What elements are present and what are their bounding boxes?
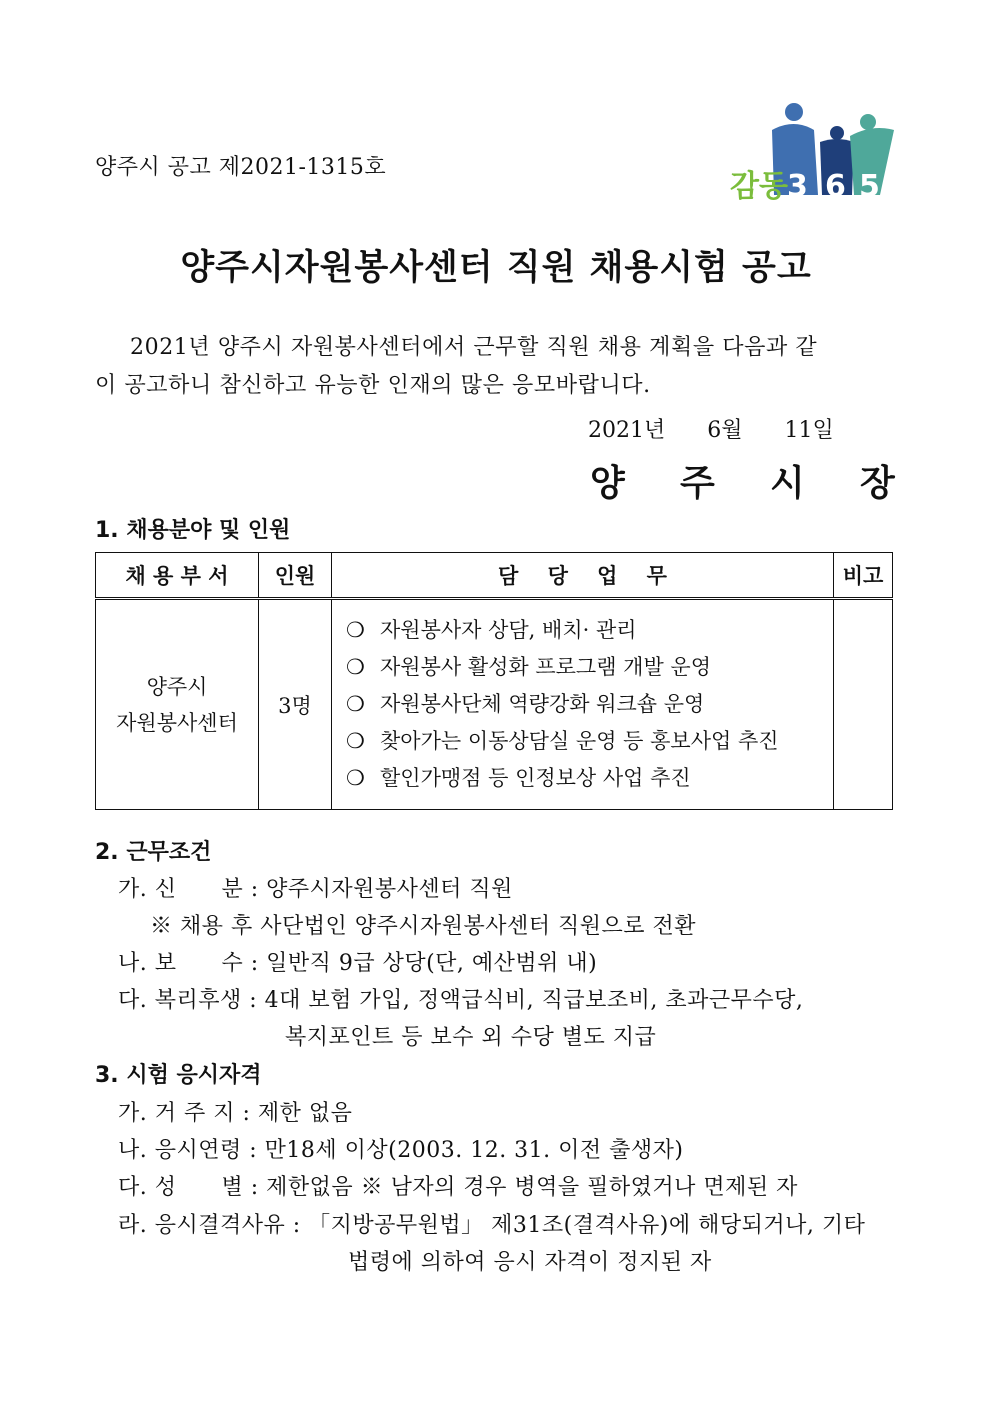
gamdong365-logo <box>722 100 902 205</box>
circle-bullet-icon: ❍ <box>346 655 365 679</box>
count-cell: 3명 <box>259 599 332 810</box>
header-dept: 채 용 부 서 <box>96 553 259 599</box>
section-3-heading: 3. 시험 응시자격 <box>95 1063 262 1088</box>
condition-welfare-1: 다. 복리후생 : 4대 보험 가입, 정액급식비, 직급보조비, 초과근무수당, <box>118 988 804 1013</box>
circle-bullet-icon: ❍ <box>346 618 365 642</box>
note-cell <box>834 599 893 810</box>
header-duty: 담 당 업 무 <box>332 553 834 599</box>
notice-date <box>588 413 834 444</box>
notice-number: 양주시 공고 제2021-1315호 <box>95 155 387 180</box>
circle-bullet-icon: ❍ <box>346 766 365 790</box>
condition-status-note: ※ 채용 후 사단법인 양주시자원봉사센터 직원으로 전환 <box>150 914 697 939</box>
condition-welfare-2: 복지포인트 등 보수 외 수당 별도 지급 <box>285 1025 657 1050</box>
logo-number-6: 6 <box>825 169 846 204</box>
intro-line-1: 2021년 양주시 자원봉사센터에서 근무할 직원 채용 계획을 다음과 같 <box>130 335 818 360</box>
dept-cell <box>96 599 259 810</box>
duty-item: ❍ 자원봉사자 상담, 배치· 관리 <box>346 612 819 649</box>
qualification-residence: 가. 거 주 지 : 제한 없음 <box>118 1101 353 1126</box>
circle-bullet-icon: ❍ <box>346 692 365 716</box>
logo-number-3: 3 <box>787 169 808 204</box>
mayor-char: 장 <box>860 462 895 504</box>
qualification-age: 나. 응시연령 : 만18세 이상(2003. 12. 31. 이전 출생자) <box>118 1138 684 1163</box>
duty-item: ❍ 자원봉사 활성화 프로그램 개발 운영 <box>346 649 819 686</box>
page-title: 양주시자원봉사센터 직원 채용시험 공고 <box>180 248 812 288</box>
duty-item: ❍ 자원봉사단체 역량강화 워크숍 운영 <box>346 686 819 723</box>
logo-text: 감동 <box>730 169 788 204</box>
mayor-char: 주 <box>680 462 715 504</box>
date-year: 2021년 <box>588 418 666 443</box>
qualification-disqualification-2: 법령에 의하여 응시 자격이 정지된 자 <box>348 1250 712 1275</box>
date-month: 6월 <box>707 418 743 443</box>
table-row <box>96 599 893 810</box>
dept-line-1: 양주시 <box>146 674 208 699</box>
date-day: 11일 <box>784 418 834 443</box>
condition-status: 가. 신 분 : 양주시자원봉사센터 직원 <box>118 877 513 902</box>
qualification-disqualification-1: 라. 응시결격사유 : 「지방공무원법」 제31조(결격사유)에 해당되거나, 기타 <box>118 1213 866 1238</box>
section-1-heading: 1. 채용분야 및 인원 <box>95 518 291 543</box>
duties-cell <box>332 599 834 810</box>
qualification-gender: 다. 성 별 : 제한없음 ※ 남자의 경우 병역을 필하였거나 면제된 자 <box>118 1175 798 1200</box>
mayor-signature <box>590 455 950 506</box>
mayor-char: 양 <box>590 462 625 504</box>
dept-line-2: 자원봉사센터 <box>116 710 238 735</box>
table-header-row <box>96 553 893 599</box>
header-count: 인원 <box>259 553 332 599</box>
duty-item: ❍ 할인가맹점 등 인정보상 사업 추진 <box>346 760 819 797</box>
section-2-heading: 2. 근무조건 <box>95 840 212 865</box>
condition-salary: 나. 보 수 : 일반직 9급 상당(단, 예산범위 내) <box>118 951 598 976</box>
recruitment-table <box>95 552 893 810</box>
intro-line-2: 이 공고하니 참신하고 유능한 인재의 많은 응모바랍니다. <box>95 373 651 398</box>
logo-number-5: 5 <box>859 169 880 204</box>
mayor-char: 시 <box>770 462 805 504</box>
header-note: 비고 <box>834 553 893 599</box>
duty-item: ❍ 찾아가는 이동상담실 운영 등 홍보사업 추진 <box>346 723 819 760</box>
circle-bullet-icon: ❍ <box>346 729 365 753</box>
